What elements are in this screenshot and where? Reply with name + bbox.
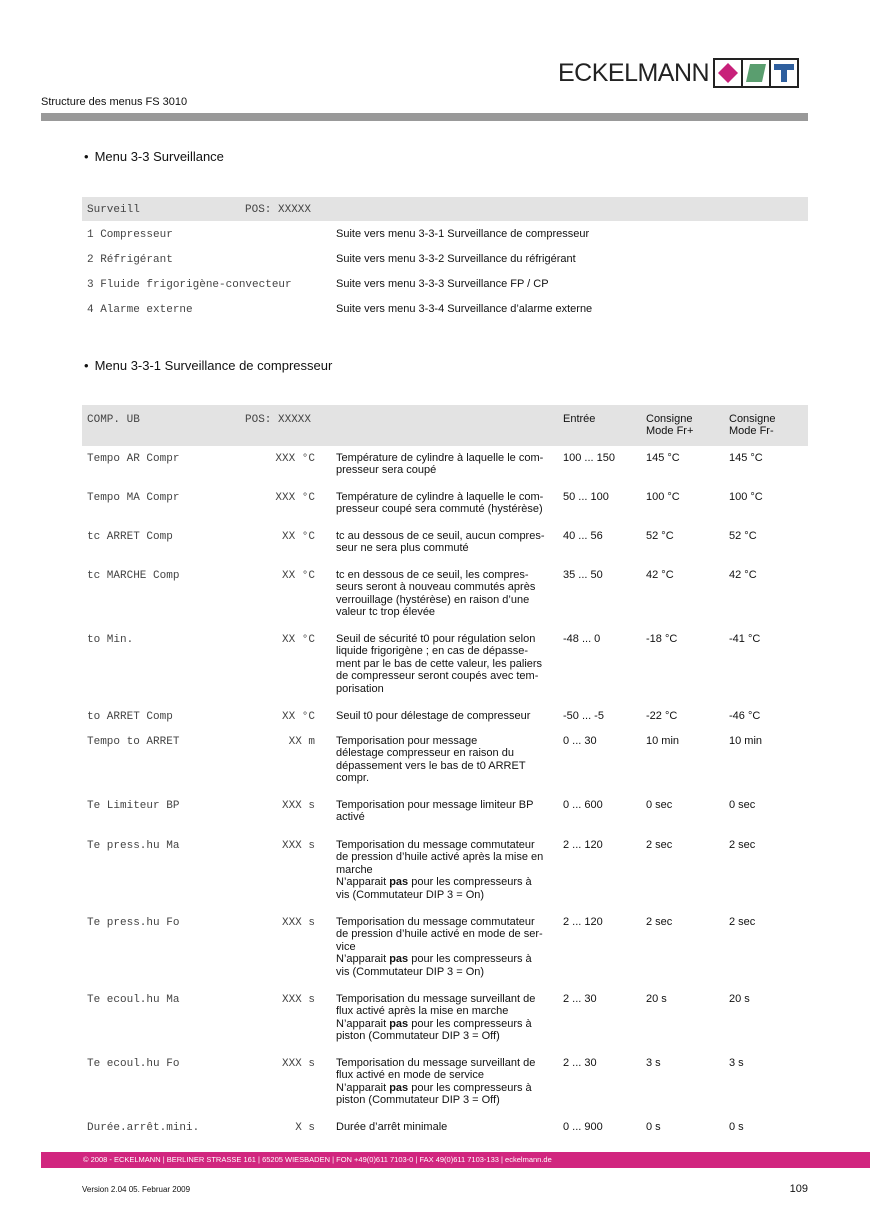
param-entree: 35 ... 50 bbox=[563, 569, 603, 581]
param-consigne-minus: 145 °C bbox=[729, 452, 763, 464]
param-consigne-plus: 0 s bbox=[646, 1121, 661, 1133]
param-consigne-minus: 2 sec bbox=[729, 916, 756, 928]
param-unit: XXX s bbox=[281, 917, 315, 929]
param-entree: 2 ... 30 bbox=[563, 993, 597, 1005]
param-name: Te ecoul.hu Fo bbox=[87, 1058, 180, 1070]
param-consigne-plus: 20 s bbox=[646, 993, 667, 1005]
param-consigne-plus: 52 °C bbox=[646, 530, 674, 542]
param-name: Te ecoul.hu Ma bbox=[87, 994, 180, 1006]
param-entree: 40 ... 56 bbox=[563, 530, 603, 542]
menu-item-desc: Suite vers menu 3-3-4 Surveillance d’alarme externe bbox=[336, 303, 593, 315]
param-name: Te press.hu Ma bbox=[87, 840, 180, 852]
param-consigne-minus: 100 °C bbox=[729, 491, 763, 503]
page-number: 109 bbox=[789, 1183, 808, 1195]
param-desc: Température de cylindre à laquelle le com- presseur sera coupé bbox=[336, 452, 544, 477]
header-consigne-plus: Consigne Mode Fr+ bbox=[646, 413, 694, 438]
version-info: Version 2.04 05. Februar 2009 bbox=[82, 1185, 191, 1194]
menu-item: 4 Alarme externe bbox=[87, 304, 193, 316]
param-unit: XXX s bbox=[281, 994, 315, 1006]
logo-text: ECKELMANN bbox=[558, 58, 710, 87]
param-desc: Temporisation du message commutateur de pression d’huile activé après la mise en marche N’apparait pas pour les compresseurs à vis (Commutateur DIP 3 = On) bbox=[336, 839, 544, 901]
param-desc: tc au dessous de ce seuil, aucun compres- seur ne sera plus commuté bbox=[336, 530, 545, 555]
param-entree: 0 ... 900 bbox=[563, 1121, 603, 1133]
menu-3-3-header bbox=[82, 197, 808, 221]
param-desc: Durée d’arrêt minimale bbox=[336, 1121, 448, 1133]
param-consigne-minus: -46 °C bbox=[729, 710, 761, 722]
menu-3-3-header-label: Surveill bbox=[87, 204, 140, 216]
param-consigne-minus: 2 sec bbox=[729, 839, 756, 851]
param-unit: X s bbox=[295, 1122, 315, 1134]
param-name: Te press.hu Fo bbox=[87, 917, 180, 929]
param-consigne-plus: 3 s bbox=[646, 1057, 661, 1069]
menu-item-desc: Suite vers menu 3-3-2 Surveillance du réfrigérant bbox=[336, 253, 576, 265]
param-consigne-plus: 2 sec bbox=[646, 916, 673, 928]
header-rule bbox=[41, 113, 808, 121]
param-name: Tempo MA Compr bbox=[87, 492, 180, 504]
param-consigne-minus: -41 °C bbox=[729, 633, 761, 645]
param-consigne-plus: 145 °C bbox=[646, 452, 680, 464]
param-unit: XX °C bbox=[281, 570, 315, 582]
logo-squares bbox=[713, 58, 799, 88]
param-entree: 2 ... 120 bbox=[563, 839, 603, 851]
param-unit: XXX s bbox=[281, 840, 315, 852]
param-name: to ARRET Comp bbox=[87, 711, 173, 723]
document-header: Structure des menus FS 3010 bbox=[41, 96, 188, 108]
footer-contact: © 2008 - ECKELMANN | BERLINER STRASSE 161 | 65205 WIESBADEN | FON +49(0)611 7103-0 | FAX 49(0)611 7103-133 | eckelmann.de bbox=[83, 1155, 552, 1164]
param-consigne-plus: 0 sec bbox=[646, 799, 673, 811]
param-entree: 100 ... 150 bbox=[563, 452, 615, 464]
param-name: Tempo to ARRET bbox=[87, 736, 180, 748]
menu-item-desc: Suite vers menu 3-3-3 Surveillance FP / CP bbox=[336, 278, 549, 290]
param-entree: 50 ... 100 bbox=[563, 491, 609, 503]
param-desc: Temporisation du message surveillant de flux activé après la mise en marche N’apparait pas pour les compresseurs à piston (Commutateur DIP 3 = Off) bbox=[336, 993, 536, 1043]
param-consigne-minus: 0 sec bbox=[729, 799, 756, 811]
menu-item: 1 Compresseur bbox=[87, 229, 173, 241]
param-desc: Temporisation pour message limiteur BP activé bbox=[336, 799, 534, 824]
param-name: Tempo AR Compr bbox=[87, 453, 180, 465]
header-consigne-minus: Consigne Mode Fr- bbox=[729, 413, 776, 438]
param-consigne-minus: 42 °C bbox=[729, 569, 757, 581]
param-consigne-minus: 10 min bbox=[729, 735, 763, 747]
param-entree: -48 ... 0 bbox=[563, 633, 601, 645]
menu-3-3-1-header bbox=[82, 405, 808, 446]
param-unit: XX m bbox=[288, 736, 315, 748]
param-unit: XX °C bbox=[281, 634, 315, 646]
param-name: Te Limiteur BP bbox=[87, 800, 180, 812]
param-consigne-minus: 20 s bbox=[729, 993, 750, 1005]
footer-bar bbox=[41, 1152, 870, 1168]
param-desc: tc en dessous de ce seuil, les compres- seurs seront à nouveau commutés après verrouillage (hystérèse) en raison d’une valeur tc trop élevée bbox=[336, 569, 536, 619]
param-name: to Min. bbox=[87, 634, 134, 646]
param-entree: -50 ... -5 bbox=[563, 710, 604, 722]
section-title-surveillance: • Menu 3-3 Surveillance bbox=[84, 149, 224, 164]
logo-blue-t-icon bbox=[771, 60, 797, 86]
param-consigne-plus: 2 sec bbox=[646, 839, 673, 851]
menu-3-3-1-header-label: COMP. UB bbox=[87, 414, 140, 426]
param-entree: 2 ... 120 bbox=[563, 916, 603, 928]
param-unit: XXX °C bbox=[275, 453, 315, 465]
logo-green-parallelogram-icon bbox=[743, 60, 771, 86]
param-entree: 2 ... 30 bbox=[563, 1057, 597, 1069]
header-entree: Entrée bbox=[563, 413, 596, 425]
param-consigne-plus: 100 °C bbox=[646, 491, 680, 503]
menu-3-3-1-header-pos: POS: XXXXX bbox=[245, 414, 312, 426]
param-consigne-plus: 42 °C bbox=[646, 569, 674, 581]
menu-item: 3 Fluide frigorigène-convecteur bbox=[87, 279, 292, 291]
param-desc: Seuil de sécurité t0 pour régulation selon liquide frigorigène ; en cas de dépasse- ment par le bas de cette valeur, les paliers de compresseur seront coupés avec tem- porisation bbox=[336, 633, 543, 695]
param-consigne-minus: 52 °C bbox=[729, 530, 757, 542]
param-consigne-plus: -18 °C bbox=[646, 633, 678, 645]
param-unit: XXX s bbox=[281, 1058, 315, 1070]
param-consigne-plus: -22 °C bbox=[646, 710, 678, 722]
logo-magenta-diamond-icon bbox=[715, 60, 743, 86]
menu-item: 2 Réfrigérant bbox=[87, 254, 173, 266]
param-name: tc MARCHE Comp bbox=[87, 570, 180, 582]
param-unit: XXX °C bbox=[275, 492, 315, 504]
param-desc: Seuil t0 pour délestage de compresseur bbox=[336, 710, 531, 722]
param-name: Durée.arrêt.mini. bbox=[87, 1122, 200, 1134]
section-title-compressor: • Menu 3-3-1 Surveillance de compresseur bbox=[84, 358, 333, 373]
param-consigne-minus: 3 s bbox=[729, 1057, 744, 1069]
param-unit: XXX s bbox=[281, 800, 315, 812]
menu-3-3-header-pos: POS: XXXXX bbox=[245, 204, 312, 216]
param-name: tc ARRET Comp bbox=[87, 531, 173, 543]
param-unit: XX °C bbox=[281, 531, 315, 543]
eckelmann-logo bbox=[558, 58, 799, 88]
param-consigne-minus: 0 s bbox=[729, 1121, 744, 1133]
param-desc: Temporisation du message surveillant de flux activé en mode de service N’apparait pas pour les compresseurs à piston (Commutateur DIP 3 = Off) bbox=[336, 1057, 536, 1107]
param-desc: Température de cylindre à laquelle le com- presseur coupé sera commuté (hystérèse) bbox=[336, 491, 544, 516]
param-desc: Temporisation pour message délestage compresseur en raison du dépassement vers le bas de t0 ARRET compr. bbox=[336, 735, 526, 785]
param-consigne-plus: 10 min bbox=[646, 735, 680, 747]
menu-item-desc: Suite vers menu 3-3-1 Surveillance de compresseur bbox=[336, 228, 590, 240]
param-desc: Temporisation du message commutateur de pression d’huile activé en mode de ser- vice N’apparait pas pour les compresseurs à vis (Commutateur DIP 3 = On) bbox=[336, 916, 543, 978]
param-entree: 0 ... 30 bbox=[563, 735, 597, 747]
param-entree: 0 ... 600 bbox=[563, 799, 603, 811]
param-unit: XX °C bbox=[281, 711, 315, 723]
